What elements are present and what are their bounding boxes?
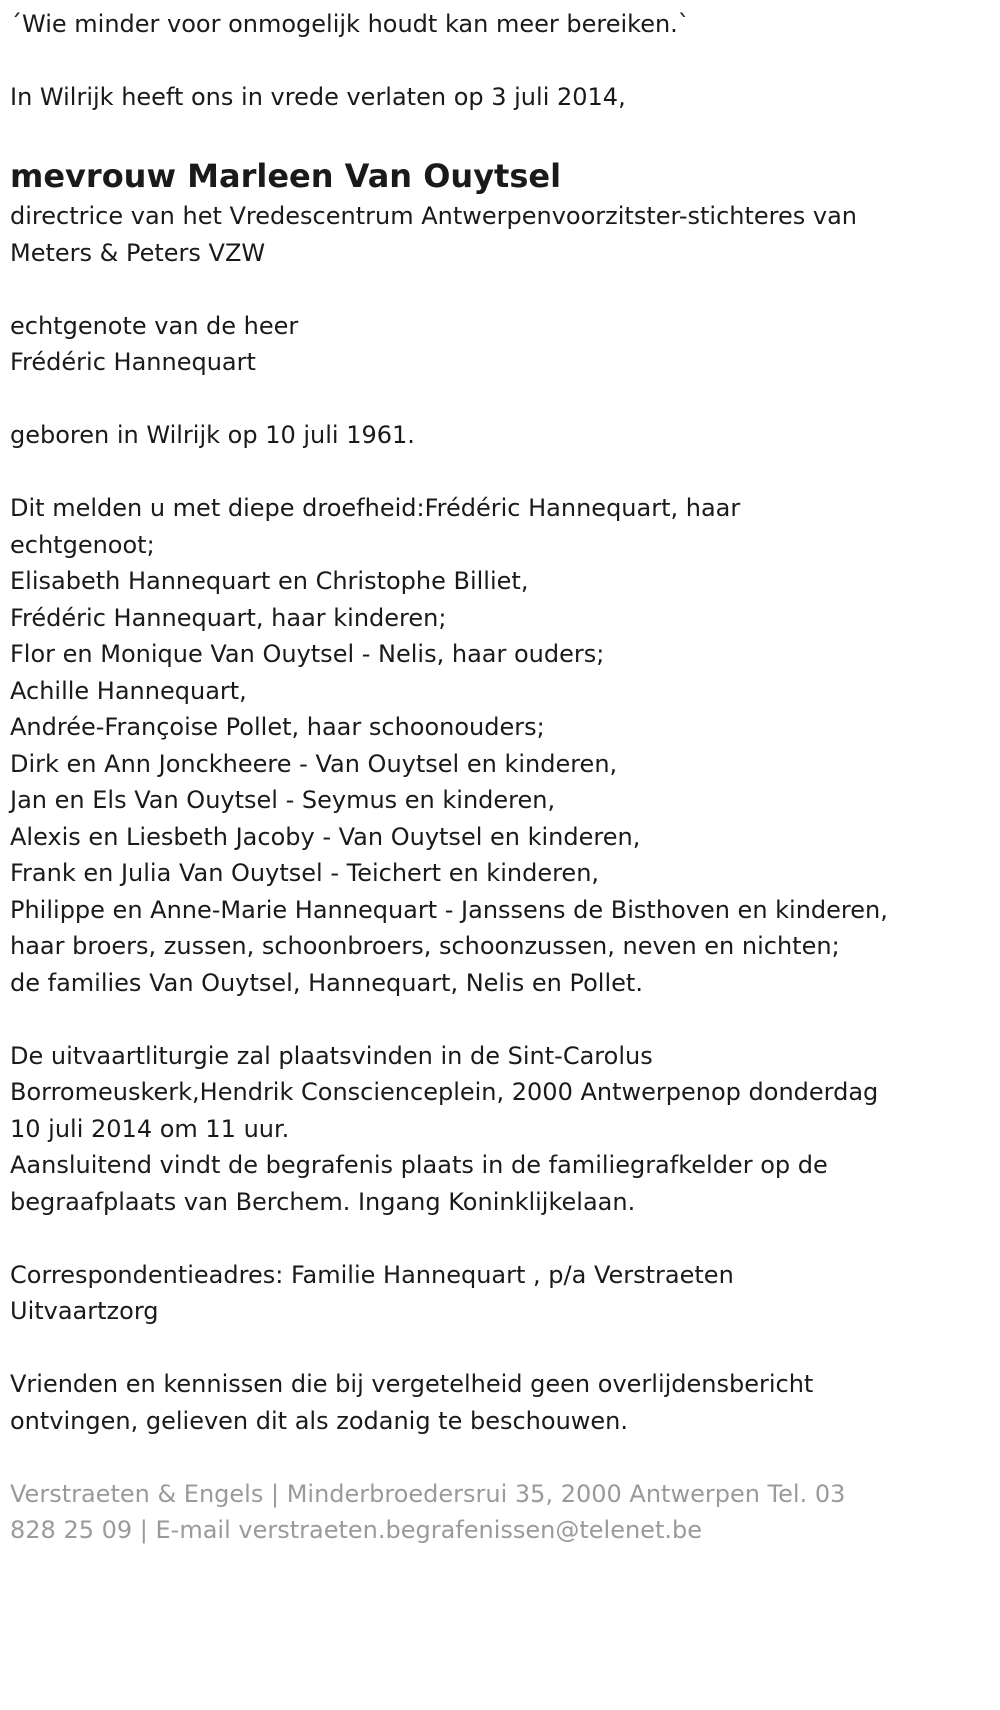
mourner-line: Andrée-Françoise Pollet, haar schoonouders; (10, 713, 545, 741)
spacer (10, 1220, 990, 1257)
closing-line: ontvingen, gelieven dit als zodanig te beschouwen. (10, 1406, 629, 1435)
funeral-block (10, 1038, 990, 1221)
funeral-home-footer (10, 1476, 990, 1549)
funeral-line: Borromeuskerk,Hendrik Conscienceplein, 2000 Antwerpenop donderdag (10, 1078, 879, 1106)
mourner-line: Dirk en Ann Jonckheere - Van Ouytsel en kinderen, (10, 749, 618, 778)
birth-text: geboren in Wilrijk op 10 juli 1961. (10, 421, 415, 449)
funeral-line: De uitvaartliturgie zal plaatsvinden in de Sint-Carolus (10, 1041, 653, 1070)
spacer (10, 1330, 990, 1367)
spouse-line: Frédéric Hannequart (10, 348, 256, 376)
closing-line: Vrienden en kennissen die bij vergetelheid geen overlijdensbericht (10, 1370, 814, 1398)
correspondence-block (10, 1257, 990, 1330)
intro-text: In Wilrijk heeft ons in vrede verlaten op 3 juli 2014, (10, 83, 626, 111)
funeral-line: 10 juli 2014 om 11 uur. (10, 1114, 290, 1143)
spacer (10, 271, 990, 308)
mourner-line: Elisabeth Hannequart en Christophe Billiet, (10, 567, 529, 595)
mourner-line: Dit melden u met diepe droefheid:Frédéric Hannequart, haar (10, 494, 741, 522)
mourner-line: haar broers, zussen, schoonbroers, schoonzussen, neven en nichten; (10, 932, 840, 960)
spacer (10, 381, 990, 418)
spouse-block (10, 308, 990, 381)
funeral-line: Aansluitend vindt de begrafenis plaats in de familiegrafkelder op de (10, 1151, 828, 1179)
role-line: Meters & Peters VZW (10, 238, 266, 267)
mourner-line: echtgenoot; (10, 530, 155, 559)
closing-block (10, 1366, 990, 1439)
mourner-line: Flor en Monique Van Ouytsel - Nelis, haar ouders; (10, 640, 605, 668)
spacer (10, 116, 990, 153)
spacer (10, 43, 990, 80)
correspondence-line: Correspondentieadres: Familie Hannequart , p/a Verstraeten (10, 1260, 734, 1289)
mourner-line: Jan en Els Van Ouytsel - Seymus en kinderen, (10, 786, 556, 814)
mourner-line: de families Van Ouytsel, Hannequart, Nelis en Pollet. (10, 968, 643, 997)
footer-line: 828 25 09 | E-mail verstraeten.begrafenissen@telenet.be (10, 1516, 702, 1544)
role-block (10, 198, 990, 271)
mourner-line: Achille Hannequart, (10, 676, 247, 705)
correspondence-line: Uitvaartzorg (10, 1297, 159, 1325)
deceased-name: mevrouw Marleen Van Ouytsel (10, 157, 562, 195)
mourner-line: Philippe en Anne-Marie Hannequart - Janssens de Bisthoven en kinderen, (10, 895, 888, 924)
mourner-line: Frédéric Hannequart, haar kinderen; (10, 603, 447, 632)
spacer (10, 1001, 990, 1038)
spacer (10, 454, 990, 491)
quote: ´Wie minder voor onmogelijk houdt kan meer bereiken.` (10, 10, 690, 38)
mourner-line: Frank en Julia Van Ouytsel - Teichert en kinderen, (10, 859, 600, 887)
mourner-line: Alexis en Liesbeth Jacoby - Van Ouytsel en kinderen, (10, 822, 641, 851)
spouse-line: echtgenote van de heer (10, 311, 299, 340)
funeral-line: begraafplaats van Berchem. Ingang Koninklijkelaan. (10, 1187, 636, 1216)
role-line: directrice van het Vredescentrum Antwerpenvoorzitster-stichteres van (10, 202, 858, 230)
footer-line: Verstraeten & Engels | Minderbroedersrui 35, 2000 Antwerpen Tel. 03 (10, 1479, 846, 1508)
spacer (10, 1439, 990, 1476)
mourners-block (10, 490, 990, 1001)
